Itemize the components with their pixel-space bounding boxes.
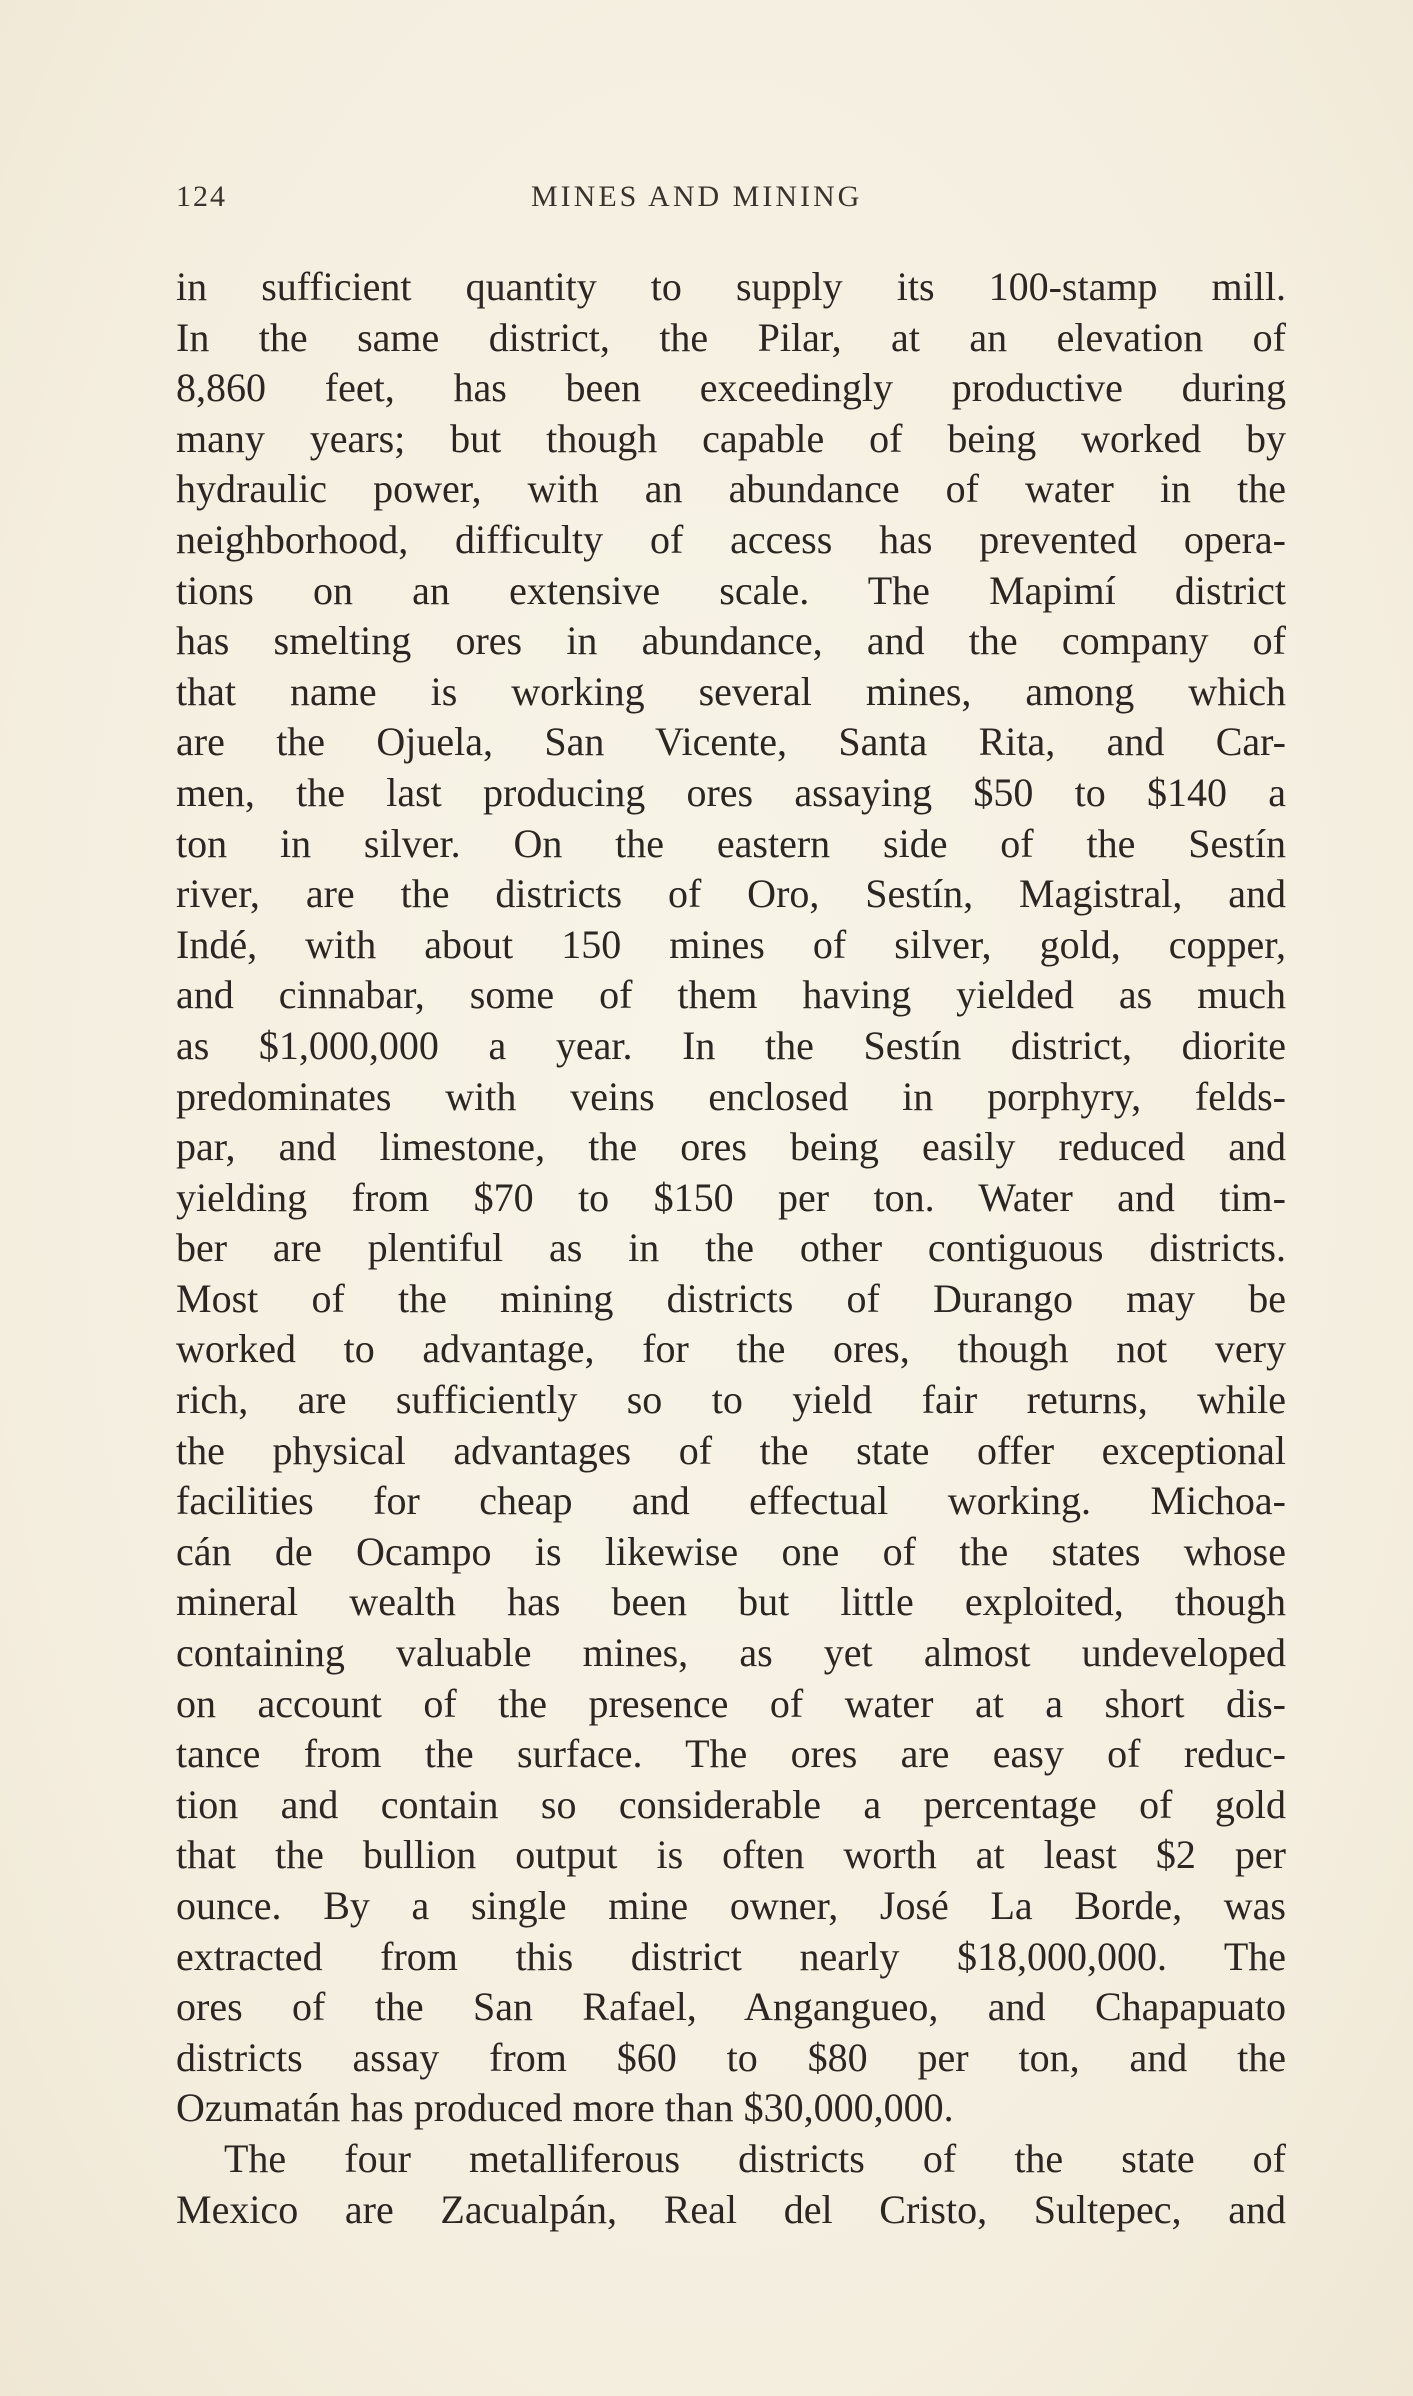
- text-line: Mexico are Zacualpán, Real del Cristo, Sultepec, and: [176, 2186, 1286, 2232]
- text-line: extracted from this district nearly $18,000,000. The: [176, 1933, 1286, 1979]
- running-title: MINES AND MINING: [531, 180, 863, 213]
- text-line: mineral wealth has been but little exploited, though: [176, 1579, 1286, 1625]
- text-line: that name is working several mines, among which: [176, 668, 1286, 714]
- text-line: tion and contain so considerable a percentage of gold: [176, 1781, 1286, 1827]
- text-line: rich, are sufficiently so to yield fair returns, while: [176, 1377, 1286, 1423]
- text-line: worked to advantage, for the ores, though not very: [176, 1326, 1286, 1372]
- text-line: that the bullion output is often worth at least $2 per: [176, 1832, 1286, 1878]
- text-line: Indé, with about 150 mines of silver, gold, copper,: [176, 921, 1286, 967]
- text-line: Most of the mining districts of Durango may be: [176, 1275, 1286, 1321]
- text-line: yielding from $70 to $150 per ton. Water and tim-: [176, 1174, 1286, 1220]
- text-line: river, are the districts of Oro, Sestín, Magistral, and: [176, 871, 1286, 917]
- text-line: par, and limestone, the ores being easily reduced and: [176, 1124, 1286, 1170]
- text-line: as $1,000,000 a year. In the Sestín district, diorite: [176, 1022, 1286, 1068]
- text-line: and cinnabar, some of them having yielded as much: [176, 972, 1286, 1018]
- text-line: districts assay from $60 to $80 per ton, and the: [176, 2034, 1286, 2080]
- text-line: containing valuable mines, as yet almost undeveloped: [176, 1630, 1286, 1676]
- text-line: hydraulic power, with an abundance of water in the: [176, 466, 1286, 512]
- text-line: Ozumatán has produced more than $30,000,000.: [176, 2085, 954, 2131]
- text-line: on account of the presence of water at a short dis-: [176, 1680, 1286, 1726]
- text-line: neighborhood, difficulty of access has prevented opera-: [176, 516, 1286, 562]
- text-line: men, the last producing ores assaying $50 to $140 a: [176, 769, 1286, 815]
- text-line: the physical advantages of the state offer exceptional: [176, 1427, 1286, 1473]
- text-line: has smelting ores in abundance, and the company of: [176, 618, 1286, 664]
- running-head: [176, 180, 1286, 220]
- text-line: In the same district, the Pilar, at an elevation of: [176, 314, 1286, 360]
- page-number: 124: [176, 180, 227, 213]
- text-line: tance from the surface. The ores are easy of reduc-: [176, 1731, 1286, 1777]
- text-line: 8,860 feet, has been exceedingly productive during: [176, 365, 1286, 411]
- text-line: ton in silver. On the eastern side of the Sestín: [176, 820, 1286, 866]
- text-line: ores of the San Rafael, Angangueo, and Chapapuato: [176, 1984, 1286, 2030]
- text-line: many years; but though capable of being worked by: [176, 415, 1286, 461]
- body-text: [176, 262, 1286, 2235]
- text-line: cán de Ocampo is likewise one of the states whose: [176, 1528, 1286, 1574]
- text-line: tions on an extensive scale. The Mapimí district: [176, 567, 1286, 613]
- text-line: ber are plentiful as in the other contiguous districts.: [176, 1225, 1286, 1271]
- text-line: are the Ojuela, San Vicente, Santa Rita, and Car-: [176, 719, 1286, 765]
- text-line: predominates with veins enclosed in porphyry, felds-: [176, 1073, 1286, 1119]
- text-line: ounce. By a single mine owner, José La Borde, was: [176, 1883, 1286, 1928]
- text-line: The four metalliferous districts of the state of: [224, 2135, 1286, 2181]
- text-line: facilities for cheap and effectual working. Michoa-: [176, 1478, 1286, 1524]
- text-line: in sufficient quantity to supply its 100-stamp mill.: [176, 264, 1286, 309]
